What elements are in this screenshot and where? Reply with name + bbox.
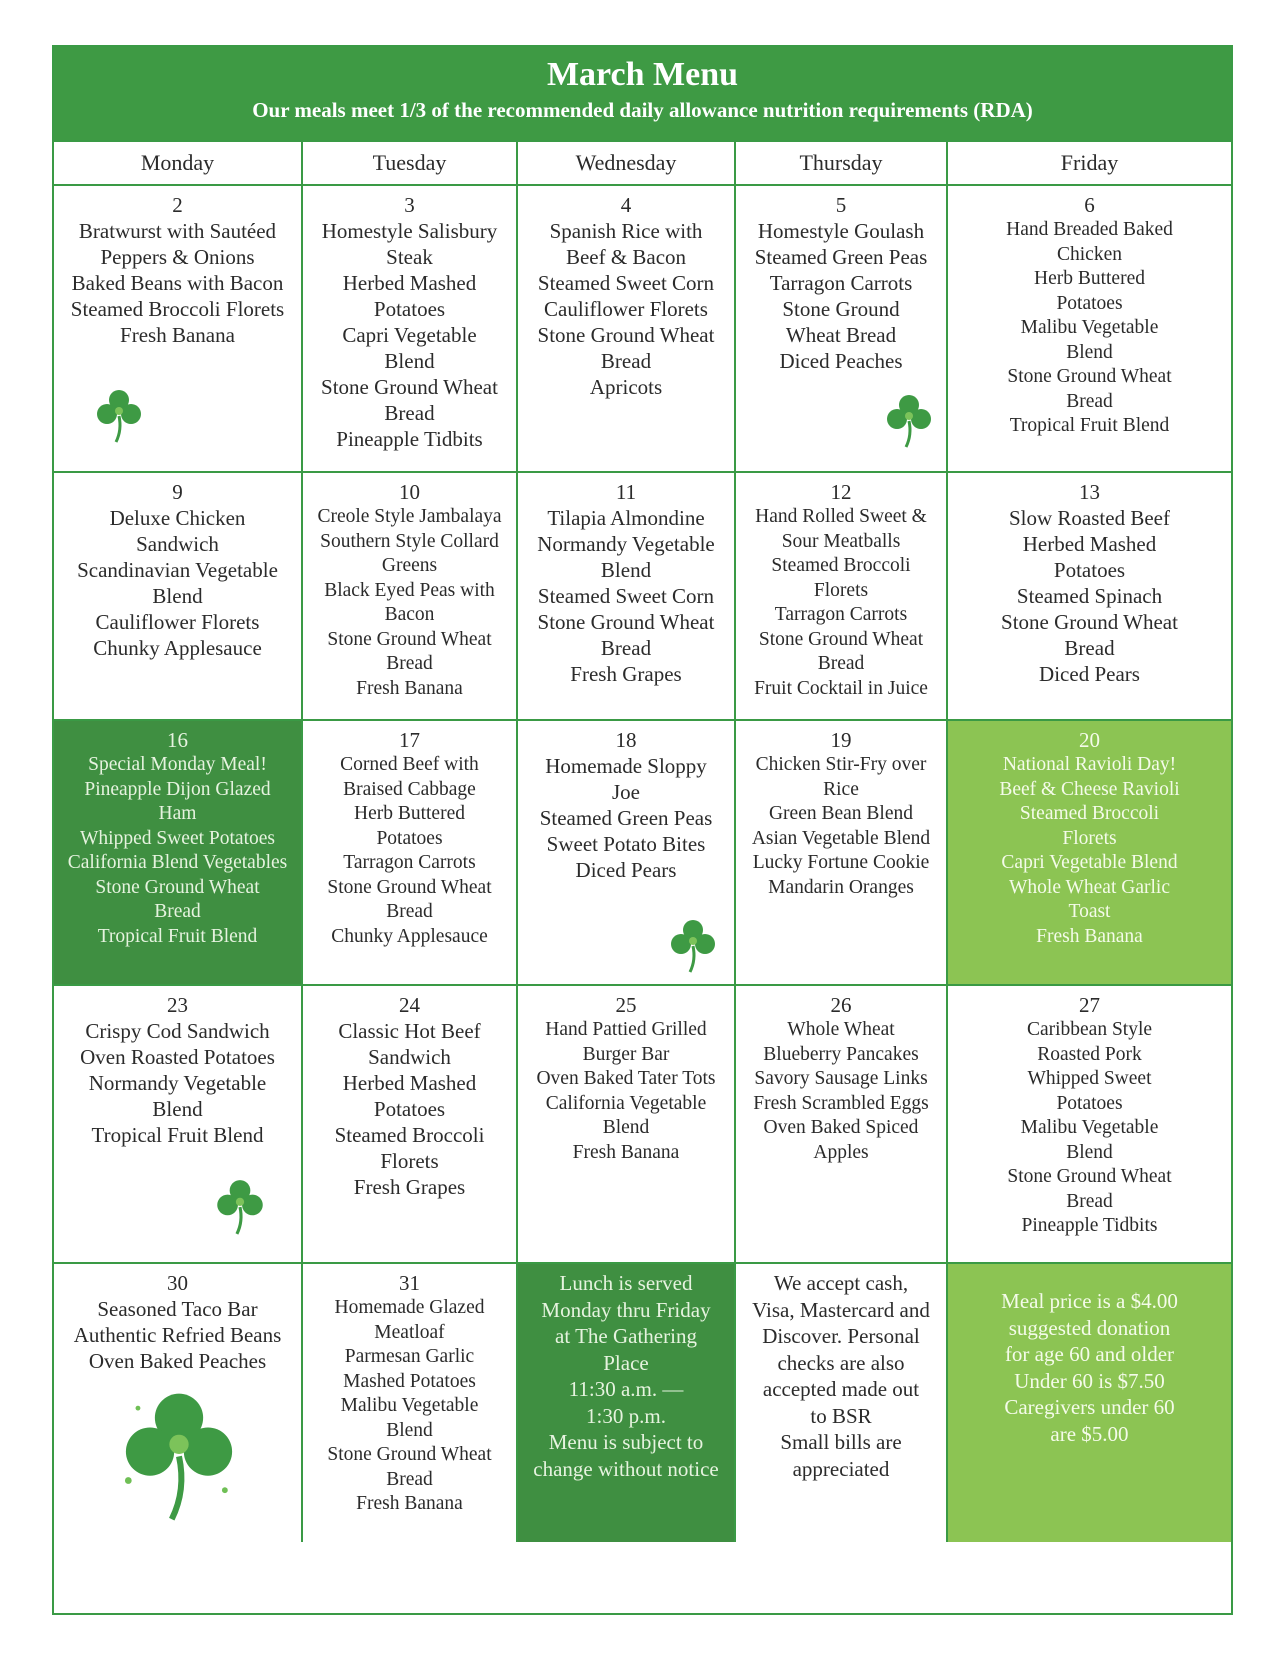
info-line: 1:30 p.m. <box>586 1403 666 1428</box>
shamrock-icon <box>94 386 144 444</box>
menu-item: Tropical Fruit Blend <box>97 925 258 947</box>
menu-item: Stone Ground Wheat <box>321 375 498 399</box>
menu-item: Stone Ground Wheat <box>95 876 260 898</box>
day-number: 30 <box>167 1271 188 1295</box>
menu-items <box>736 1018 946 1165</box>
menu-item: Apricots <box>589 375 663 399</box>
day-number: 19 <box>830 728 852 752</box>
menu-item: Savory Sausage Links <box>754 1068 928 1089</box>
menu-item: Chunky Applesauce <box>93 636 262 660</box>
menu-item: Potatoes <box>373 1097 446 1121</box>
menu-header <box>54 47 1231 140</box>
menu-item: Herbed Mashed <box>342 271 477 295</box>
menu-item: Peppers & Onions <box>100 245 255 269</box>
menu-item: Diced Pears <box>575 858 677 882</box>
day-number: 31 <box>399 1271 420 1295</box>
menu-item: Bread <box>384 401 435 425</box>
menu-item: Blend <box>152 584 203 608</box>
menu-item: Diced Pears <box>1039 662 1140 686</box>
day-number: 20 <box>1079 728 1100 752</box>
menu-item: Steamed Green Peas <box>539 806 713 830</box>
menu-item: Fresh Banana <box>356 1493 463 1514</box>
day-number: 27 <box>1079 993 1100 1017</box>
menu-item: Special Monday Meal! <box>88 754 267 775</box>
info-line: change without notice <box>533 1456 719 1481</box>
menu-items <box>518 218 734 400</box>
menu-item: Stone Ground Wheat <box>1001 610 1178 634</box>
menu-item: California Vegetable <box>545 1092 707 1114</box>
day-cell <box>54 986 303 1262</box>
menu-item: Ham <box>158 803 197 824</box>
weekday-wednesday: Wednesday <box>518 142 736 186</box>
day-number: 12 <box>830 480 852 504</box>
menu-items <box>54 505 301 661</box>
menu-item: Florets <box>813 579 869 601</box>
week-row <box>54 984 1231 1262</box>
info-line: Discover. Personal <box>762 1324 920 1348</box>
menu-item: Tarragon Carrots <box>769 271 913 295</box>
menu-item: Braised Cabbage <box>343 778 476 800</box>
day-number: 26 <box>830 993 852 1017</box>
menu-item: Toast <box>1068 901 1111 922</box>
menu-calendar <box>52 45 1233 1615</box>
menu-item: Pineapple Tidbits <box>336 427 483 451</box>
menu-item: Baked Beans with Bacon <box>71 271 284 295</box>
day-number: 10 <box>399 480 420 504</box>
weekday-header-row <box>54 140 1231 186</box>
menu-item: Steamed Sweet Corn <box>537 584 715 608</box>
menu-item: Steamed Sweet Corn <box>537 271 715 295</box>
info-line: Place <box>603 1350 649 1375</box>
menu-items <box>303 753 516 949</box>
menu-item: Bread <box>154 901 201 922</box>
menu-item: Florets <box>380 1149 439 1173</box>
menu-item: Bread <box>386 1468 433 1490</box>
menu-grid <box>54 184 1231 1613</box>
price-info-cell <box>948 1264 1231 1542</box>
day-cell <box>948 473 1231 719</box>
menu-item: Whipped Sweet Potatoes <box>80 827 275 849</box>
info-line: 11:30 a.m. — <box>568 1377 684 1401</box>
menu-item: Fruit Cocktail in Juice <box>754 677 928 699</box>
menu-item: Joe <box>612 780 640 804</box>
menu-item: Oven Baked Peaches <box>88 1349 267 1373</box>
menu-item: Bratwurst with Sautéed <box>78 219 277 243</box>
day-cell <box>518 721 736 984</box>
day-cell <box>54 186 303 471</box>
day-cell <box>54 473 303 719</box>
weekday-monday: Monday <box>54 142 303 186</box>
day-cell <box>948 186 1231 471</box>
day-number: 9 <box>172 480 183 504</box>
menu-item: Tarragon Carrots <box>343 852 476 873</box>
menu-items <box>303 505 516 701</box>
menu-item: Bread <box>600 636 652 660</box>
menu-items <box>54 1018 301 1148</box>
day-cell <box>736 473 948 719</box>
day-cell-special <box>948 721 1231 984</box>
page-subtitle: Our meals meet 1/3 of the recommended daily allowance nutrition requirements (RDA) <box>252 98 1033 122</box>
menu-item: Diced Peaches <box>779 349 903 373</box>
menu-item: Chicken <box>1057 243 1122 265</box>
weekday-friday: Friday <box>1060 150 1119 175</box>
menu-item: Chicken Stir-Fry over <box>755 754 927 775</box>
menu-item: Herbed Mashed <box>342 1071 477 1095</box>
menu-item: Lucky Fortune Cookie <box>752 852 930 873</box>
menu-item: Potatoes <box>376 827 443 849</box>
day-number: 4 <box>620 193 632 217</box>
day-number: 11 <box>615 480 637 504</box>
menu-item: Blend <box>152 1097 203 1121</box>
menu-item: Stone Ground Wheat <box>327 876 492 898</box>
menu-item: Malibu Vegetable <box>1020 1117 1159 1138</box>
day-cell-special <box>54 721 303 984</box>
menu-item: Chunky Applesauce <box>331 925 488 947</box>
menu-item: Cauliflower Florets <box>95 610 260 634</box>
info-line: are $5.00 <box>1050 1421 1129 1446</box>
menu-items <box>948 505 1231 687</box>
menu-item: Fresh Grapes <box>353 1175 466 1199</box>
shamrock-icon <box>114 1384 244 1524</box>
info-line: We accept cash, <box>773 1271 909 1295</box>
menu-item: Steamed Spinach <box>1016 584 1163 608</box>
menu-item: Seasoned Taco Bar <box>97 1297 258 1321</box>
info-line: checks are also <box>777 1350 905 1375</box>
menu-item: Bread <box>1064 636 1115 660</box>
menu-item: National Ravioli Day! <box>1002 754 1177 775</box>
day-number: 23 <box>167 993 188 1017</box>
menu-item: Bread <box>386 901 433 922</box>
menu-item: Bread <box>386 653 433 674</box>
menu-item: Deluxe Chicken <box>109 506 246 530</box>
info-line: accepted made out <box>762 1377 920 1401</box>
menu-item: Greens <box>381 555 438 576</box>
menu-item: Southern Style Collard <box>320 530 499 552</box>
menu-item: Roasted Pork <box>1037 1043 1142 1065</box>
menu-item: Fresh Scrambled Eggs <box>753 1092 929 1114</box>
day-cell <box>736 186 948 471</box>
menu-item: Homemade Sloppy <box>545 754 707 778</box>
menu-item: Fresh Grapes <box>570 662 682 686</box>
day-cell <box>948 986 1231 1262</box>
menu-item: Beef & Cheese Ravioli <box>999 778 1180 800</box>
menu-item: Pineapple Dijon Glazed <box>84 778 271 800</box>
menu-item: Corned Beef with <box>340 754 479 775</box>
menu-item: Whole Wheat Garlic <box>1009 876 1170 898</box>
menu-item: Green Bean Blend <box>768 803 914 824</box>
day-cell <box>736 986 948 1262</box>
menu-item: Black Eyed Peas with <box>324 579 495 601</box>
lunch-info <box>518 1270 734 1482</box>
day-number: 13 <box>1079 480 1100 504</box>
menu-item: Blend <box>384 349 435 373</box>
week-row <box>54 719 1231 984</box>
menu-item: Rice <box>823 778 859 800</box>
menu-item: Stone Ground Wheat <box>537 323 715 347</box>
menu-item: Hand Breaded Baked <box>1006 219 1173 240</box>
menu-item: Fresh Banana <box>1036 925 1143 947</box>
menu-item: Bread <box>600 349 652 373</box>
menu-item: Caribbean Style <box>1026 1019 1153 1040</box>
menu-item: Stone Ground Wheat <box>758 628 924 650</box>
menu-items <box>303 1296 516 1517</box>
menu-item: Blend <box>602 1117 650 1138</box>
weekday-tuesday: Tuesday <box>303 142 518 186</box>
day-number: 16 <box>167 728 188 752</box>
menu-item: Steamed Broccoli <box>771 555 911 576</box>
menu-item: Wheat Bread <box>785 323 897 347</box>
menu-item: Blend <box>1066 341 1113 363</box>
menu-items <box>518 1018 734 1165</box>
menu-item: Tarragon Carrots <box>774 604 908 625</box>
menu-item: Potatoes <box>1053 558 1126 582</box>
menu-item: Normandy Vegetable <box>537 532 715 556</box>
payment-info <box>736 1270 946 1482</box>
menu-item: Beef & Bacon <box>565 245 687 269</box>
menu-item: Fresh Banana <box>120 323 235 347</box>
info-line: Under 60 is $7.50 <box>1014 1368 1165 1393</box>
info-line: Lunch is served <box>559 1271 693 1295</box>
menu-item: Capri Vegetable Blend <box>1001 852 1178 873</box>
menu-item: Herb Buttered <box>1033 268 1145 289</box>
info-line: appreciated <box>792 1456 890 1481</box>
menu-item: Herb Buttered <box>353 803 465 824</box>
menu-item: Blend <box>1066 1141 1113 1163</box>
day-number: 18 <box>615 728 637 752</box>
day-number: 5 <box>835 193 847 217</box>
menu-item: Mandarin Oranges <box>768 876 914 898</box>
menu-item: Herbed Mashed <box>1022 532 1157 556</box>
menu-item: Bread <box>817 653 865 674</box>
info-line: to BSR <box>810 1403 872 1428</box>
menu-item: Stone Ground Wheat <box>1007 1166 1172 1187</box>
page-title: March Menu <box>546 56 739 93</box>
menu-item: Florets <box>1062 827 1117 849</box>
info-line: Caregivers under 60 <box>1004 1395 1175 1419</box>
info-line: Monday thru Friday <box>541 1297 711 1322</box>
menu-item: Steak <box>386 245 433 269</box>
menu-item: Oven Roasted Potatoes <box>80 1045 275 1069</box>
menu-item: Burger Bar <box>582 1043 670 1065</box>
info-line: suggested donation <box>1008 1315 1171 1340</box>
day-number: 24 <box>399 993 420 1017</box>
menu-item: Oven Baked Spiced <box>763 1117 919 1138</box>
day-cell <box>303 186 518 471</box>
menu-items <box>736 218 946 374</box>
lunch-info-cell <box>518 1264 736 1542</box>
day-number: 25 <box>615 993 637 1017</box>
menu-item: Blend <box>386 1419 433 1441</box>
info-line: Meal price is a $4.00 <box>1001 1289 1178 1313</box>
menu-item: Stone Ground Wheat <box>327 1444 492 1465</box>
day-number: 6 <box>1084 193 1095 217</box>
info-line: for age 60 and older <box>1004 1342 1175 1366</box>
menu-items <box>736 753 946 900</box>
day-number: 2 <box>172 193 183 217</box>
menu-item: Hand Pattied Grilled <box>545 1019 707 1040</box>
menu-items <box>54 753 301 949</box>
day-cell <box>303 473 518 719</box>
menu-item: Normandy Vegetable <box>88 1071 267 1095</box>
menu-item: California Blend Vegetables <box>67 852 288 873</box>
menu-item: Sandwich <box>136 532 219 556</box>
day-cell <box>303 986 518 1262</box>
menu-item: Authentic Refried Beans <box>73 1323 282 1347</box>
menu-item: Blueberry Pancakes <box>763 1043 919 1065</box>
info-line: Small bills are <box>780 1430 902 1454</box>
menu-items <box>54 1296 301 1374</box>
payment-info-cell <box>736 1264 948 1542</box>
menu-item: Steamed Broccoli Florets <box>70 297 285 321</box>
menu-item: Sweet Potato Bites <box>546 832 706 856</box>
menu-item: Fresh Banana <box>572 1141 680 1163</box>
day-cell <box>303 721 518 984</box>
menu-item: Stone Ground Wheat <box>537 610 715 634</box>
menu-item: Hand Rolled Sweet & <box>755 506 927 527</box>
week-row <box>54 471 1231 719</box>
menu-items <box>518 753 734 883</box>
menu-item: Homemade Glazed <box>334 1297 485 1318</box>
menu-item: Bacon <box>384 604 435 625</box>
menu-item: Fresh Banana <box>356 677 463 699</box>
menu-item: Stone Ground Wheat <box>327 628 492 650</box>
day-cell <box>518 986 736 1262</box>
menu-item: Whipped Sweet <box>1027 1068 1152 1089</box>
menu-item: Classic Hot Beef <box>338 1019 481 1043</box>
day-cell <box>518 186 736 471</box>
shamrock-icon <box>884 391 934 449</box>
menu-item: Homestyle Salisbury <box>321 219 498 243</box>
menu-item: Tropical Fruit Blend <box>91 1123 264 1147</box>
menu-items <box>948 1018 1231 1239</box>
day-number: 17 <box>399 728 420 752</box>
day-cell <box>736 721 948 984</box>
menu-item: Potatoes <box>1056 292 1123 314</box>
menu-item: Sandwich <box>368 1045 451 1069</box>
menu-item: Oven Baked Tater Tots <box>536 1068 716 1089</box>
menu-items <box>303 1018 516 1200</box>
day-number: 3 <box>404 193 415 217</box>
menu-item: Capri Vegetable <box>342 323 477 347</box>
menu-items <box>54 218 301 348</box>
menu-item: Tilapia Almondine <box>547 506 705 530</box>
menu-item: Potatoes <box>1056 1092 1123 1114</box>
menu-item: Creole Style Jambalaya <box>317 506 502 527</box>
shamrock-icon <box>214 1176 266 1236</box>
week-row <box>54 1262 1231 1542</box>
day-cell <box>54 1264 303 1542</box>
menu-items <box>518 505 734 687</box>
menu-item: Steamed Broccoli <box>1019 803 1160 824</box>
day-cell <box>518 473 736 719</box>
menu-item: Parmesan Garlic <box>344 1346 475 1367</box>
menu-item: Scandinavian Vegetable <box>77 558 278 582</box>
menu-items <box>303 218 516 452</box>
day-cell <box>303 1264 518 1542</box>
price-info <box>948 1288 1231 1447</box>
menu-item: Whole Wheat <box>787 1019 895 1040</box>
menu-item: Sour Meatballs <box>781 530 901 552</box>
menu-item: Potatoes <box>373 297 446 321</box>
menu-item: Steamed Green Peas <box>754 245 928 269</box>
menu-items <box>736 505 946 701</box>
menu-item: Meatloaf <box>374 1321 445 1343</box>
menu-item: Asian Vegetable Blend <box>751 827 931 849</box>
weekday-thursday: Thursday <box>736 142 948 186</box>
menu-item: Cauliflower Florets <box>544 297 708 321</box>
menu-item: Blend <box>600 558 652 582</box>
menu-item: Crispy Cod Sandwich <box>85 1019 270 1043</box>
menu-item: Stone Ground <box>782 297 900 321</box>
menu-item: Bread <box>1066 390 1113 412</box>
menu-item: Stone Ground Wheat <box>1007 366 1172 387</box>
menu-item: Homestyle Goulash <box>757 219 925 243</box>
info-line: Visa, Mastercard and <box>752 1297 930 1322</box>
menu-item: Spanish Rice with <box>549 219 703 243</box>
menu-item: Slow Roasted Beef <box>1009 506 1170 530</box>
menu-item: Malibu Vegetable <box>1020 317 1159 338</box>
menu-item: Pineapple Tidbits <box>1021 1215 1158 1236</box>
shamrock-icon <box>668 916 718 974</box>
menu-item: Tropical Fruit Blend <box>1009 415 1170 436</box>
info-line: at The Gathering <box>555 1324 697 1348</box>
menu-items <box>948 753 1231 949</box>
menu-item: Bread <box>1066 1190 1113 1212</box>
menu-item: Steamed Broccoli <box>334 1123 485 1147</box>
week-row <box>54 184 1231 471</box>
info-line: Menu is subject to <box>548 1430 704 1454</box>
menu-item: Malibu Vegetable <box>340 1395 479 1416</box>
menu-item: Mashed Potatoes <box>343 1370 476 1392</box>
menu-item: Apples <box>813 1141 869 1163</box>
menu-items <box>948 218 1231 439</box>
